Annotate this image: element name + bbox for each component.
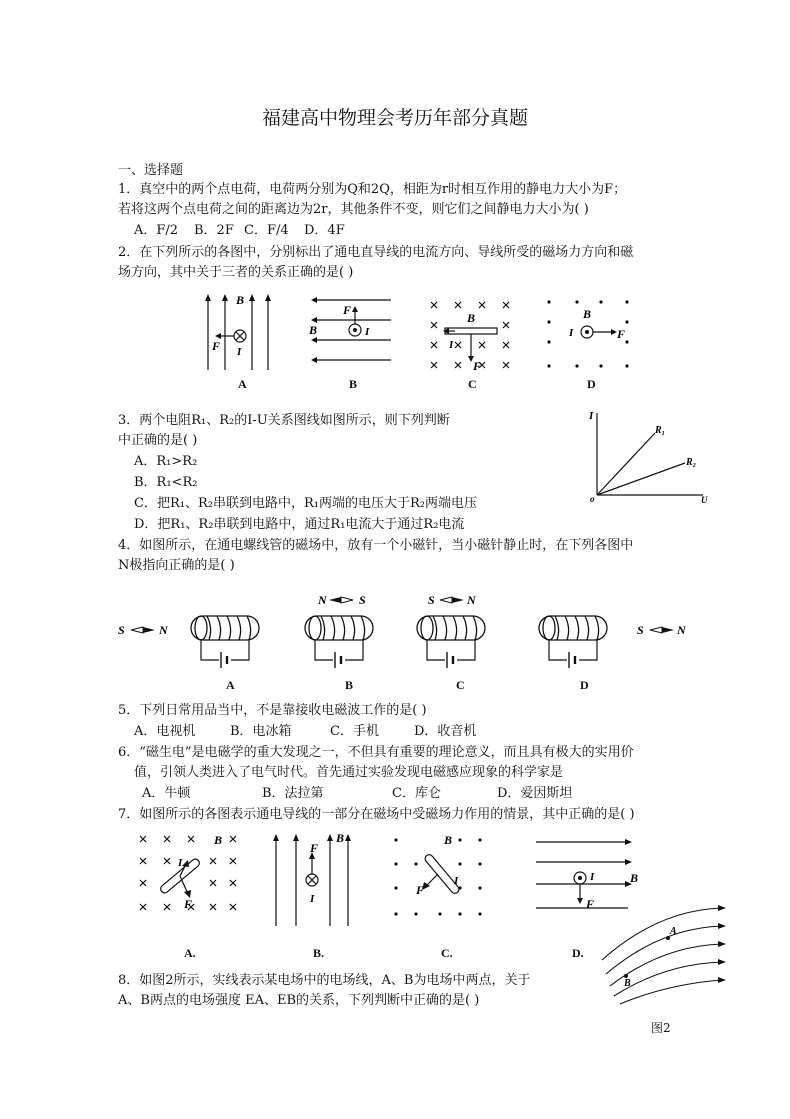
svg-text:B: B: [309, 323, 318, 337]
q5-option-a: A．电视机: [134, 724, 196, 739]
q2-caption-d: D: [587, 377, 596, 391]
q6-option-a: A．牛顿: [142, 786, 191, 801]
q3-y-axis-label: I: [589, 410, 594, 422]
q6-option-b: B．法拉第: [262, 786, 324, 801]
q7-diagram-c: [390, 830, 495, 925]
svg-text:B: B: [630, 871, 639, 885]
q4-caption-a: A: [226, 678, 235, 692]
svg-text:B: B: [336, 831, 345, 845]
q6-option-c: C．库仑: [392, 786, 441, 801]
svg-text:S: S: [637, 623, 644, 637]
q6-line2: 值，引领人类进入了电气时代。首先通过实验发现电磁感应现象的科学家是: [134, 765, 564, 780]
q2-caption-c: C: [468, 377, 477, 391]
q2-line2: 场方向，其中关于三者的关系正确的是( ): [118, 265, 354, 280]
q5-option-b: B．电冰箱: [230, 724, 292, 739]
q3-x-axis-label: U: [701, 495, 708, 505]
q5-line1: 5．下列日常用品当中，不是靠接收电磁波工作的是( ): [118, 703, 427, 718]
q6-option-d: D．爱因斯坦: [497, 786, 573, 801]
q1-option-c: C．F/4: [244, 223, 289, 238]
svg-text:N: N: [467, 593, 476, 607]
q5-option-c: C．手机: [330, 724, 379, 739]
q4-caption-c: C: [456, 678, 465, 692]
section-heading: 一、选择题: [118, 163, 184, 178]
q2-caption-a: A: [238, 377, 247, 391]
svg-text:B: B: [214, 833, 223, 847]
q8-figure-caption: 图2: [651, 1021, 671, 1035]
q2-diagram-c: [425, 296, 520, 374]
q8-point-b: B: [624, 978, 631, 989]
q2a-i-label: I: [237, 346, 242, 358]
q2-diagram-d: [543, 296, 638, 374]
q8-line1: 8．如图2所示，实线表示某电场中的电场线，A、B为电场中两点，关于: [118, 973, 531, 988]
svg-text:F: F: [416, 883, 425, 897]
q2a-b-label: B: [236, 293, 245, 307]
q3-option-d: D．把R₁、R₂串联到电路中，通过R₁电流大于通过R₂电流: [134, 517, 465, 532]
svg-text:I: I: [569, 327, 574, 339]
svg-text:F: F: [586, 897, 595, 911]
svg-text:S: S: [428, 593, 435, 607]
q2-diagram-b: [305, 292, 397, 372]
svg-text:B: B: [444, 833, 453, 847]
q1-option-d: D．4F: [304, 223, 345, 238]
q3-line1: 3．两个电阻R₁、R₂的I-U关系图线如图所示，则下列判断: [118, 413, 450, 428]
svg-text:F: F: [343, 303, 352, 317]
q4-caption-d: D: [580, 678, 589, 692]
svg-text:F: F: [184, 897, 193, 911]
svg-text:I: I: [178, 857, 183, 869]
q4a-n-pole: N: [159, 623, 168, 637]
q7-diagram-b: [268, 830, 363, 930]
svg-text:I: I: [590, 871, 595, 883]
svg-text:B: B: [467, 311, 476, 325]
q3-line2: 中正确的是( ): [118, 433, 198, 448]
q3-origin-label: o: [590, 494, 595, 504]
q5-option-d: D．收音机: [414, 724, 477, 739]
q7-caption-d: D.: [572, 946, 584, 960]
q2-diagram-a: [200, 290, 280, 375]
svg-text:I: I: [449, 339, 454, 351]
q8-point-a: A: [670, 926, 677, 937]
q3-option-b: B．R₁<R₂: [134, 475, 198, 490]
svg-text:I: I: [365, 326, 370, 338]
q7-caption-b: B.: [313, 946, 325, 960]
q1-option-a: A．F/2: [134, 223, 179, 238]
q4-solenoid-diagrams: [115, 590, 695, 700]
q2a-f-label: F: [212, 339, 221, 353]
svg-text:I: I: [454, 875, 459, 887]
q4-line1: 4．如图所示，在通电螺线管的磁场中，放有一个小磁针，当小磁针静止时，在下列各图中: [118, 538, 634, 553]
svg-text:B: B: [583, 307, 592, 321]
q3-r2-label: R₂: [686, 457, 697, 468]
q7-caption-c: C.: [441, 946, 453, 960]
q7-diagram-a: [138, 830, 248, 925]
q4-line2: N极指向正确的是( ): [118, 558, 235, 573]
q6-line1: 6．“磁生电”是电磁学的重大发现之一，不但具有重要的理论意义，而且具有极大的实用价: [118, 745, 634, 760]
q8-field-lines: [598, 900, 733, 1010]
q2-line1: 2．在下列所示的各图中，分别标出了通电直导线的电流方向、导线所受的磁场力方向和磁: [118, 245, 634, 260]
q7-caption-a: A.: [184, 946, 196, 960]
q1-option-b: B．2F: [194, 223, 234, 238]
svg-text:N: N: [677, 623, 686, 637]
q8-line2: A、B两点的电场强度 EA、EB的关系，下列判断中正确的是( ): [118, 993, 480, 1008]
svg-text:F: F: [473, 359, 482, 373]
svg-text:N: N: [318, 593, 327, 607]
svg-text:S: S: [359, 593, 366, 607]
q4a-s-pole: S: [118, 623, 125, 637]
svg-text:I: I: [310, 893, 315, 905]
q3-option-c: C．把R₁、R₂串联到电路中，R₁两端的电压大于R₂两端电压: [134, 496, 477, 511]
q2-caption-b: B: [349, 377, 358, 391]
q7-line1: 7．如图所示的各图表示通电导线的一部分在磁场中受磁场力作用的情景，其中正确的是( ): [118, 807, 635, 822]
q3-iu-graph: [585, 405, 710, 505]
q4-caption-b: B: [345, 678, 354, 692]
q1-line2: 若将这两个点电荷之间的距离边为2r，其他条件不变，则它们之间静电力大小为( ): [118, 202, 589, 217]
svg-text:F: F: [310, 841, 319, 855]
q3-option-a: A．R₁>R₂: [134, 454, 198, 469]
svg-text:F: F: [617, 327, 626, 341]
q3-r1-label: R₁: [655, 425, 666, 436]
q1-line1: 1．真空中的两个点电荷，电荷两分别为Q和2Q，相距为r时相互作用的静电力大小为F；: [118, 182, 627, 197]
page-title: 福建高中物理会考历年部分真题: [261, 107, 528, 129]
